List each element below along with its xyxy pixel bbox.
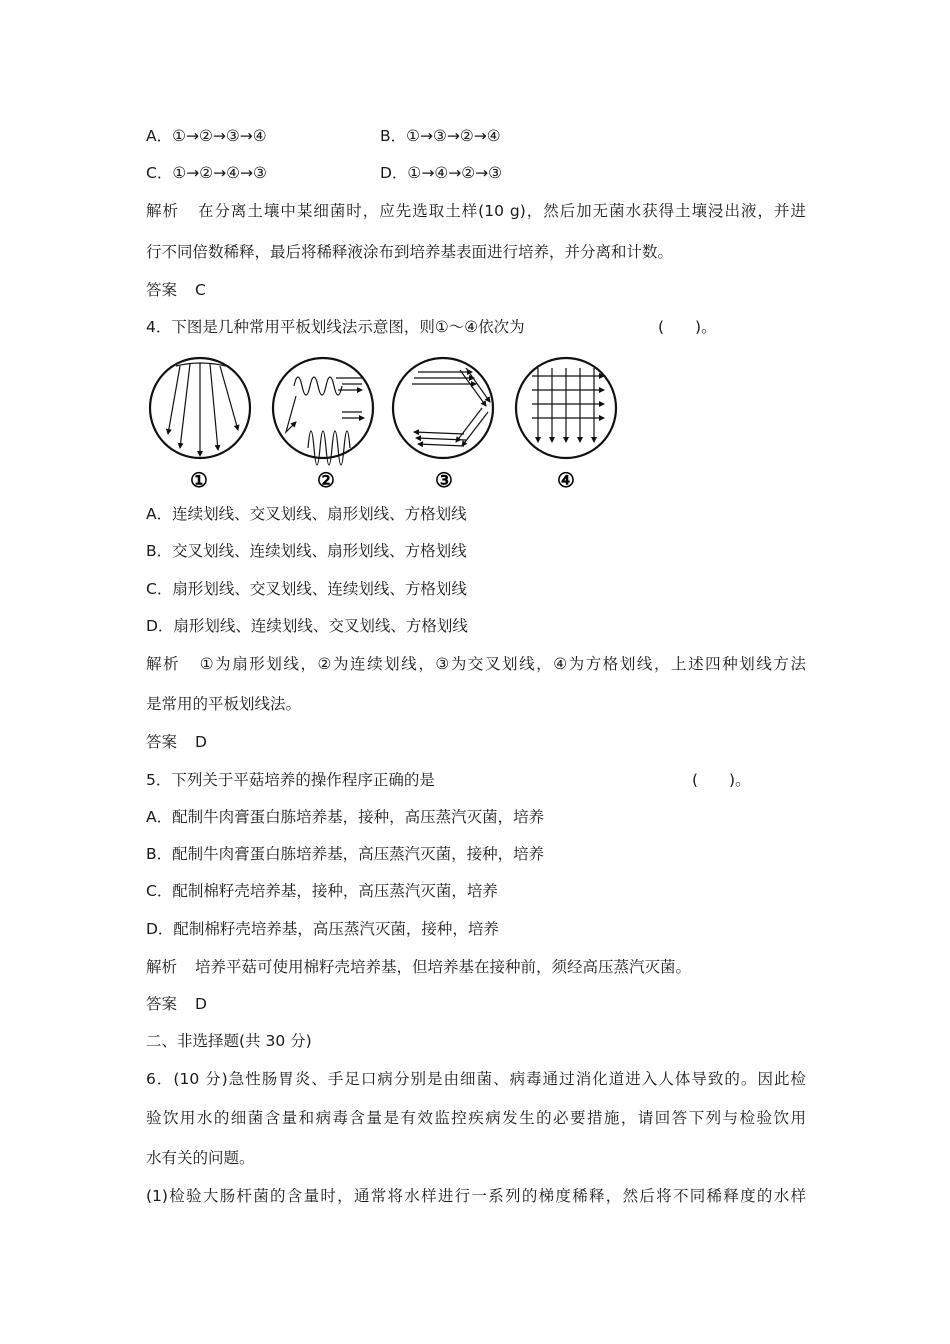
q5-option-d: D．配制棉籽壳培养基，高压蒸汽灭菌，接种，培养 (146, 920, 499, 938)
analysis-label: 解析 (146, 202, 179, 220)
plate-3-cross (393, 358, 493, 458)
streak-plate-figure (146, 356, 626, 492)
q3-option-b: B．①→③→②→④ (380, 127, 501, 145)
analysis-label: 解析 (146, 655, 181, 673)
analysis-text: 在分离土壤中某细菌时，应先选取土样(10 g)，然后加无菌水获得土壤浸出液，并进 (196, 202, 806, 220)
q4-analysis-line2: 是常用的平板划线法。 (146, 695, 302, 713)
q5-option-a: A．配制牛肉膏蛋白胨培养基，接种，高压蒸汽灭菌，培养 (146, 808, 545, 826)
q6-line2: 验饮用水的细菌含量和病毒含量是有效监控疾病发生的必要措施，请回答下列与检验饮用 (146, 1109, 806, 1127)
q4-option-a: A．连续划线、交叉划线、扇形划线、方格划线 (146, 505, 467, 523)
answer-label: 答案 (146, 733, 178, 751)
q3-analysis-line1 (146, 200, 806, 222)
q5-option-c: C．配制棉籽壳培养基，接种，高压蒸汽灭菌，培养 (146, 882, 498, 900)
analysis-text: ①为扇形划线，②为连续划线，③为交叉划线，④为方格划线，上述四种划线方法 (198, 655, 806, 673)
figure-label-1: ① (190, 468, 208, 492)
answer-label: 答案 (146, 281, 178, 299)
q3-option-d: D．①→④→②→③ (380, 164, 502, 182)
q4-option-c: C．扇形划线、交叉划线、连续划线、方格划线 (146, 580, 467, 598)
plate-4-grid (516, 358, 616, 458)
answer-value: D (195, 995, 207, 1013)
q3-option-a: A．①→②→③→④ (146, 127, 267, 145)
q3-answer (146, 279, 206, 301)
analysis-label: 解析 (146, 958, 178, 976)
section-2-title: 二、非选择题(共 30 分) (146, 1032, 312, 1050)
plate-1-fan (150, 358, 250, 458)
q4-analysis-line1 (146, 653, 806, 675)
q3-option-c: C．①→②→④→③ (146, 164, 267, 182)
q6-sub1: (1)检验大肠杆菌的含量时，通常将水样进行一系列的梯度稀释，然后将不同稀释度的水样 (146, 1187, 806, 1205)
q4-option-b: B．交叉划线、连续划线、扇形划线、方格划线 (146, 542, 467, 560)
answer-label: 答案 (146, 995, 178, 1013)
streak-diagrams (146, 356, 626, 492)
q4-answer (146, 731, 207, 753)
q5-answer (146, 993, 207, 1015)
q6-line1: 6．(10 分)急性肠胃炎、手足口病分别是由细菌、病毒通过消化道进入人体导致的。因此检 (146, 1070, 806, 1088)
q3-analysis-line2: 行不同倍数稀释，最后将稀释液涂布到培养基表面进行培养，并分离和计数。 (146, 243, 674, 261)
q5-option-b: B．配制牛肉膏蛋白胨培养基，高压蒸汽灭菌，接种，培养 (146, 845, 545, 863)
figure-label-3: ③ (435, 468, 453, 492)
plate-2-continuous (273, 358, 373, 465)
figure-label-4: ④ (557, 468, 575, 492)
q4-option-d: D．扇形划线、连续划线、交叉划线、方格划线 (146, 617, 468, 635)
q5-stem: 5．下列关于平菇培养的操作程序正确的是 (146, 771, 435, 789)
q4-stem: 4．下图是几种常用平板划线法示意图，则①～④依次为 (146, 318, 525, 336)
q5-answer-blank: ( )。 (692, 771, 751, 789)
answer-value: D (195, 733, 207, 751)
answer-value: C (195, 281, 206, 299)
figure-label-2: ② (317, 468, 335, 492)
analysis-text: 培养平菇可使用棉籽壳培养基，但培养基在接种前，须经高压蒸汽灭菌。 (195, 958, 692, 976)
q4-answer-blank: ( )。 (658, 318, 717, 336)
q6-line3: 水有关的问题。 (146, 1149, 255, 1167)
q5-analysis (146, 956, 691, 978)
